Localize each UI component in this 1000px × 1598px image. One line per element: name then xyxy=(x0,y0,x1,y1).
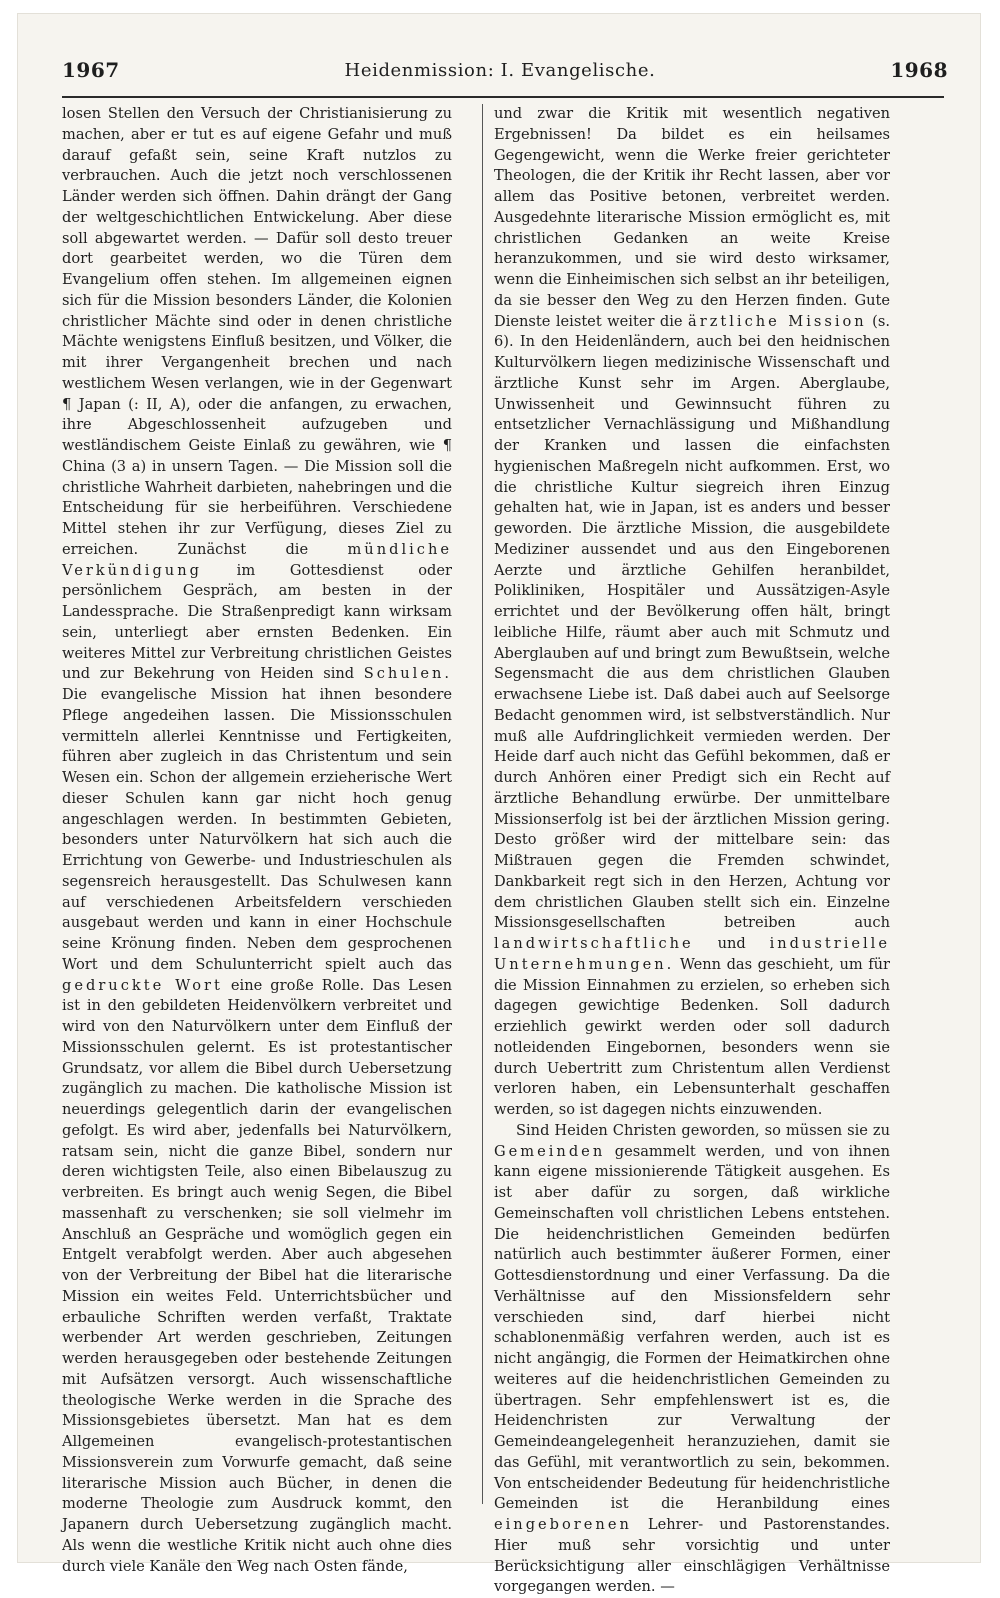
text-run: Sind Heiden Christen geworden, so müssen sie zu xyxy=(516,1121,890,1139)
paragraph xyxy=(62,104,452,1577)
page-number-left: 1967 xyxy=(62,58,120,82)
left-column xyxy=(62,104,452,1577)
text-run: Die evangelische Mission hat ihnen besondere Pflege angedeihen lassen. Die Missionsschulen vermitteln allerlei Kenntnisse und Fertigkeiten, führen aber zugleich in das Christentum und sein Wesen ein. Schon der allgemein erzieherische Wert dieser Schulen kann gar nicht hoch genug angeschlagen werden. In bestimmten Gebieten, besonders unter Naturvölkern hat sich auch die Errichtung von Gewerbe- und Industrieschulen als segensreich herausgestellt. Das Schulwesen kann auf verschiedenen Arbeitsfeldern verschieden ausgebaut werden und kann in einer Hochschule seine Krönung finden. Neben dem gesprochenen Wort und dem Schulunterricht spielt auch das xyxy=(62,686,452,973)
spaced-emphasis: eingeborenen xyxy=(494,1516,632,1533)
spaced-emphasis: Gemeinden xyxy=(494,1142,606,1160)
text-run: Wenn das geschieht, um für die Mission Einnahmen zu erzielen, so erheben sich dagegen gewichtige Bedenken. Soll dadurch erziehlich gewirkt werden oder soll dadurch notleidenden Eingebornen, besonders wenn sie durch Uebertritt zum Christentum allen Verdienst verloren haben, ein Lebensunterhalt geschaffen werden, so ist dagegen nichts einzuwenden. xyxy=(494,955,891,1118)
text-run: losen Stellen den Versuch der Christianisierung zu machen, aber er tut es auf eigene Gefahr und muß darauf gefaßt sein, seine Kraft nutzlos zu verbrauchen. Auch die jetzt noch verschlossenen Länder werden sich öffnen. Dahin drängt der Gang der weltgeschichtlichen Entwickelung. Aber diese soll abgewartet werden. — Dafür soll desto treuer dort gearbeitet werden, wo die Türen dem Evangelium offen stehen. Im allgemeinen eignen sich für die Mission besonders Länder, die Kolonien christlicher Mächte sind oder in denen christliche Mächte wenigstens Einfluß besitzen, und Völker, die mit ihrer Vergangenheit brechen und nach westlichem Wesen verlangen, wie in der Gegenwart ¶ Japan (: II, A), oder die anfangen, zu erwachen, ihre Abgeschlossenheit aufzugeben und westländischem Geiste Einlaß zu gewähren, wie ¶ China (3 a) in unsern Tagen. — Die Mission soll die christliche Wahrheit darbieten, nahebringen und die Entscheidung für sie herbeiführen. Verschiedene Mittel stehen ihr zur Verfügung, dieses Ziel zu erreichen. Zunächst die xyxy=(62,105,452,558)
spaced-emphasis: mündliche Verkündigung xyxy=(62,540,452,579)
text-run: im Gottesdienst oder persönlichem Gespräch, am besten in der Landessprache. Die Straßenpredigt kann wirksam sein, unterliegt aber ernsten Bedenken. Ein weiteres Mittel zur Verbreitung christlichen Geistes und zur Bekehrung von Heiden sind xyxy=(62,561,452,683)
spaced-emphasis: ärztliche Mission xyxy=(688,312,867,330)
text-run: (s. 6). In den Heidenländern, auch bei den heidnischen Kulturvölkern liegen medizinische Wissenschaft und ärztliche Kunst sehr im Argen. Aberglaube, Unwissenheit und Gewinnsucht führen zu entsetzlicher Vernachlässigung und Mißhandlung der Kranken und lassen die einfachsten hygienischen Maßregeln nicht aufkommen. Erst, wo die christliche Kultur siegreich ihren Einzug gehalten hat, wie in Japan, ist es anders und besser geworden. Die ärztliche Mission, die ausgebildete Mediziner aussendet und aus den Eingeborenen Aerzte und ärztliche Gehilfen heranbildet, Polikliniken, Hospitäler und Aussätzigen-Asyle errichtet und der Bevölkerung offen hält, bringt leibliche Hilfe, räumt aber auch mit Schmutz und Aberglauben auf und bringt zum Bewußtsein, welche Segensmacht die aus dem christlichen Glauben erwachsene Liebe ist. Daß dabei auch auf Seelsorge Bedacht genommen wird, ist selbstverständlich. Nur muß alle Aufdringlichkeit vermieden werden. Der Heide darf auch nicht das Gefühl bekommen, daß er durch Anhören einer Predigt sich ein Recht auf ärztliche Behandlung erwürbe. Der unmittelbare Missionserfolg ist bei der ärztlichen Mission gering. Desto größer wird der mittelbare sein: das Mißtrauen gegen die Fremden schwindet, Dankbarkeit regt sich in den Herzen, Achtung vor dem christlichen Glauben stellt sich ein. Einzelne Missionsgesellschaften betreiben auch xyxy=(494,312,890,932)
spaced-emphasis: industrielle Unternehmungen. xyxy=(494,935,890,973)
spaced-emphasis: landwirtschaftliche xyxy=(494,935,694,952)
paragraph xyxy=(494,1121,890,1598)
right-column xyxy=(494,104,890,1598)
text-run: gesammelt werden, und von ihnen kann eigene missionierende Tätigkeit ausgehen. Es ist aber dafür zu sorgen, daß wirkliche Gemeinschaften voll christlichen Lebens entstehen. Die heidenchristlichen Gemeinden bedürfen natürlich auch bestimmter äußerer Formen, einer Gottesdienstordnung und einer Verfassung. Da die Verhältnisse auf den Missionsfeldern sehr verschieden sind, darf hierbei nicht schablonenmäßig verfahren werden, auch ist es nicht angängig, die Formen der Heimatkirchen ohne weiteres auf die heidenchristlichen Gemeinden zu übertragen. Sehr empfehlenswert ist es, die Heidenchristen zur Verwaltung der Gemeindeangelegenheit heranzuziehen, damit sie das Gefühl, mit verantwortlich zu sein, bekommen. Von entscheidender Bedeutung für heidenchristliche Gemeinden ist die Heranbildung eines xyxy=(494,1142,890,1513)
spaced-emphasis: Schulen. xyxy=(363,665,453,683)
page-number-right: 1968 xyxy=(890,58,948,82)
text-run: eine große Rolle. Das Lesen ist in den gebildeten Heidenvölkern verbreitet und wird von den Naturvölkern unter dem Einfluß der Missionsschulen gelernt. Es ist protestantischer Grundsatz, vor allem die Bibel durch Uebersetzung zugänglich zu machen. Die katholische Mission ist neuerdings gelegentlich darin der evangelischen gefolgt. Es wird aber, jedenfalls bei Naturvölkern, ratsam sein, nicht die ganze Bibel, sondern nur deren wichtigsten Teile, also einen Bibelauszug zu verbreiten. Es bringt auch wenig Segen, die Bibel massenhaft zu verschenken; sie soll vielmehr im Anschluß an Gespräche und womöglich gegen ein Entgelt verabfolgt werden. Aber auch abgesehen von der Verbreitung der Bibel hat die literarische Mission ein weites Feld. Unterrichtsbücher und erbauliche Schriften werden verfaßt, Traktate werbender Art werden geschrieben, Zeitungen werden herausgegeben oder bestehende Zeitungen mit Aufsätzen versorgt. Auch wissenschaftliche theologische Werke werden in die Sprache des Missionsgebietes übersetzt. Man hat es dem Allgemeinen evangelisch-protestantischen Missionsverein zum Vorwurfe gemacht, daß seine literarische Mission auch Bücher, in denen die moderne Theologie zum Ausdruck kommt, den Japanern durch Uebersetzung zugänglich macht. Als wenn die westliche Kritik nicht auch ohne dies durch viele Kanäle den Weg nach Osten fände, xyxy=(62,976,452,1575)
paragraph xyxy=(494,104,890,1121)
text-run: und zwar die Kritik mit wesentlich negativen Ergebnissen! Da bildet es ein heilsames Gegengewicht, wenn die Werke freier gerichteter Theologen, die der Kritik ihr Recht lassen, aber vor allem das Positive betonen, verbreitet werden. Ausgedehnte literarische Mission ermöglicht es, mit christlichen Gedanken an weite Kreise heranzukommen, und sie wird desto wirksamer, wenn die Einheimischen sich selbst an ihr beteiligen, da sie besser den Weg zu den Herzen finden. Gute Dienste leistet weiter die xyxy=(494,105,890,330)
spaced-emphasis: gedruckte Wort xyxy=(62,976,223,994)
running-title: Heidenmission: I. Evangelische. xyxy=(344,60,656,81)
header-rule xyxy=(62,96,944,98)
text-run: und xyxy=(717,935,746,952)
column-divider xyxy=(482,104,483,1504)
page-header xyxy=(50,58,950,92)
text-run: Lehrer- und Pastorenstandes. Hier muß sehr vorsichtig und unter Berücksichtigung aller einschlägigen Verhältnisse vorgegangen werden. — xyxy=(494,1516,890,1596)
